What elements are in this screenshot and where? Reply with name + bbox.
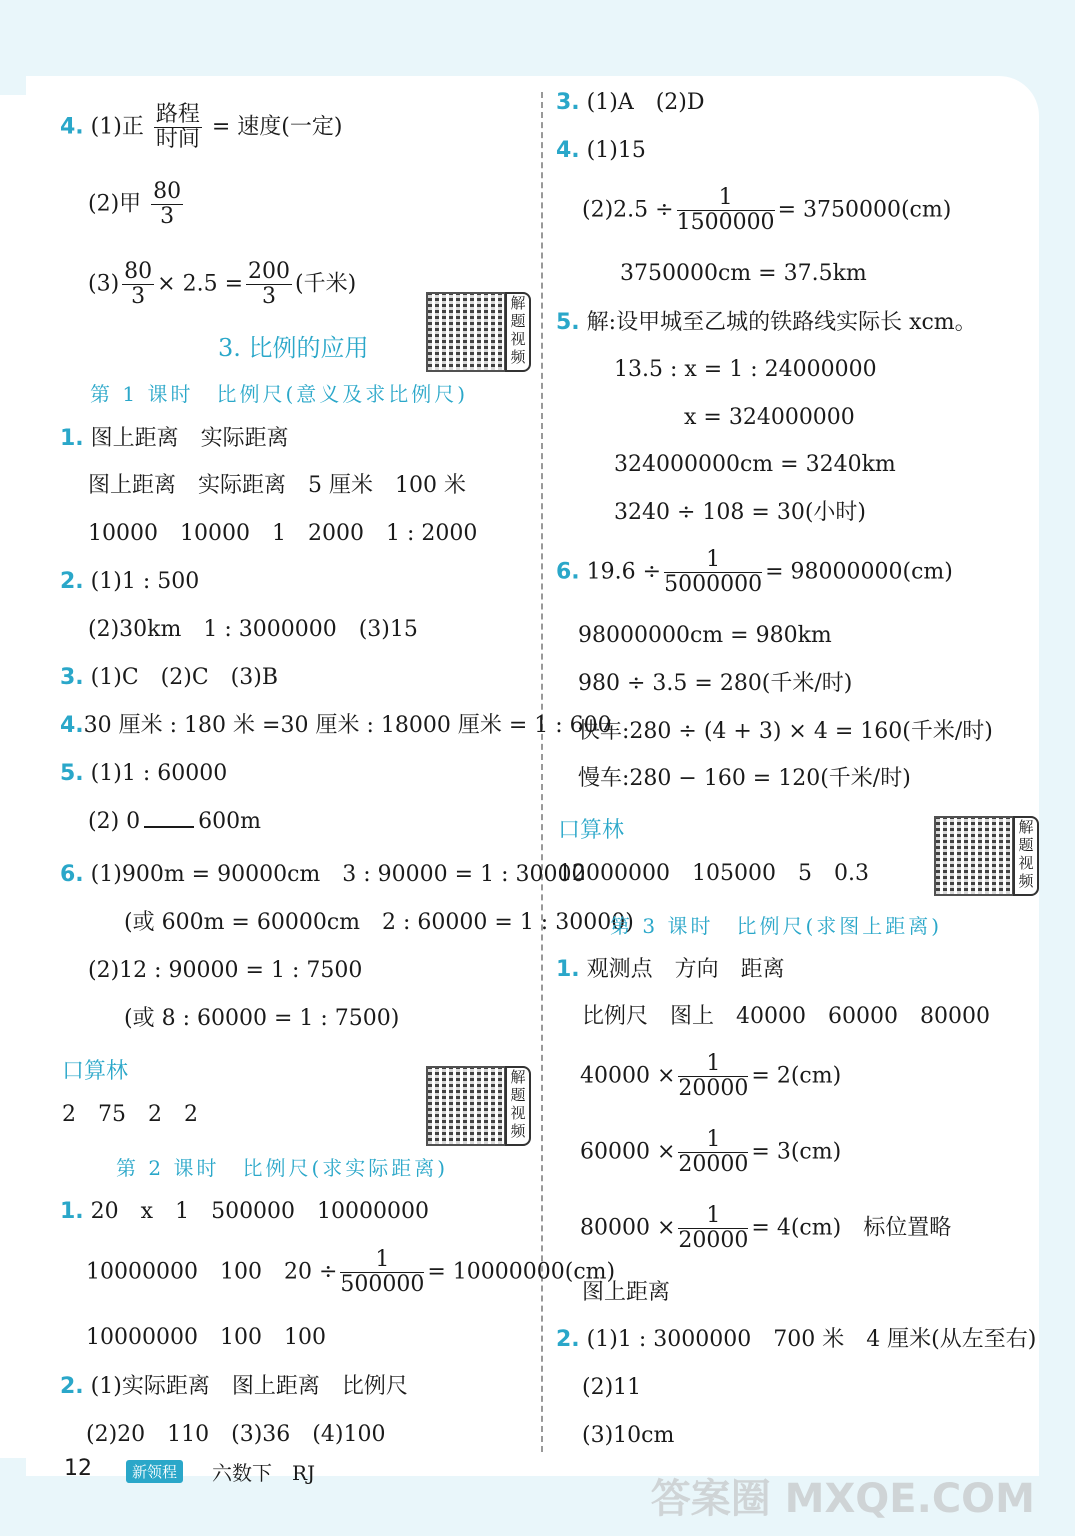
question-number: 1. — [556, 957, 580, 982]
r-l3-q1-line2: 比例尺 图上 40000 60000 80000 — [582, 1004, 990, 1029]
fraction — [678, 1204, 748, 1253]
scale-bar — [144, 812, 194, 828]
text: 40000 × — [580, 1063, 676, 1089]
fraction — [154, 103, 202, 152]
r-l3-q1-line4 — [580, 1128, 841, 1177]
text: = 速度(一定) — [211, 114, 343, 140]
kousuanlin-title: 口算林 — [62, 1059, 129, 1084]
r-l3-q1-line1 — [556, 957, 785, 983]
qr-code-video[interactable] — [934, 816, 1036, 892]
r-q6-line1 — [556, 548, 953, 597]
question-number: 1. — [60, 1199, 84, 1224]
text: (1)1 : 500 — [90, 569, 200, 594]
section-title: 3. 比例的应用 — [218, 334, 369, 362]
text: 60000 × — [580, 1139, 676, 1165]
l2-q1-line3: 10000000 100 100 — [86, 1325, 326, 1350]
text: (1)15 — [586, 138, 646, 163]
lesson-2-title: 第 2 课时 比例尺(求实际距离) — [116, 1156, 449, 1180]
question-number: 2. — [60, 569, 84, 594]
fraction — [677, 186, 775, 235]
text: (1)900m = 90000cm 3 : 90000 = 1 : 30000 — [90, 862, 586, 887]
frac-den: 20000 — [678, 1076, 749, 1101]
fraction — [151, 180, 183, 229]
kousuanlin-answers: 2 75 2 2 — [62, 1102, 198, 1127]
text: 解:设甲城至乙城的铁路线实际长 xcm。 — [586, 310, 977, 335]
text: 20 x 1 500000 10000000 — [90, 1199, 430, 1224]
r-q6-line4: 快车:280 ÷ (4 + 3) × 4 = 160(千米/时) — [578, 719, 993, 744]
frac-num: 1 — [678, 1204, 748, 1229]
question-number: 4. — [60, 114, 84, 140]
qr-code-icon — [934, 816, 1014, 896]
r-q4-line3: 3750000cm = 37.5km — [620, 261, 867, 286]
l1-q2-line1 — [60, 569, 199, 595]
frac-num: 1 — [340, 1248, 424, 1273]
text: 600m — [198, 809, 262, 834]
question-number: 4. — [556, 138, 580, 163]
r-q4-line1 — [556, 138, 646, 164]
l1-q5-line1 — [60, 761, 227, 787]
brand-badge: 新领程 — [126, 1460, 183, 1483]
q4-part2 — [88, 180, 186, 229]
l1-q6-line2: (或 600m = 60000cm 2 : 60000 = 1 : 30000) — [124, 910, 634, 935]
l1-q6-line1 — [60, 862, 585, 888]
r-l3-q1-line6: 图上距离 — [582, 1280, 671, 1305]
l2-q2-line1 — [60, 1374, 408, 1400]
fraction — [678, 1128, 748, 1177]
page-number: 12 — [64, 1456, 92, 1481]
text: (1)1 : 3000000 700 米 4 厘米(从左至右) — [586, 1327, 1037, 1352]
l2-q2-line2: (2)20 110 (3)36 (4)100 — [86, 1422, 386, 1447]
text: 10000000 100 20 ÷ — [86, 1259, 338, 1285]
fraction — [678, 1052, 748, 1101]
frac-den: 5000000 — [664, 572, 763, 597]
text: 19.6 ÷ — [586, 559, 662, 585]
text: 80000 × — [580, 1215, 676, 1241]
text: = 3(cm) — [751, 1139, 842, 1165]
kousuanlin-title: 口算林 — [558, 818, 625, 843]
text: 30 厘米 : 180 米 =30 厘米 : 18000 厘米 = 1 : 600 — [83, 713, 612, 738]
qr-label: 解题视频 — [505, 292, 531, 372]
r-q5-line4: 324000000cm = 3240km — [614, 452, 896, 477]
qr-label: 解题视频 — [505, 1066, 531, 1146]
question-number: 3. — [60, 665, 84, 690]
r-l3-q1-line5 — [580, 1204, 951, 1253]
l1-q1-line2: 图上距离 实际距离 5 厘米 100 米 — [88, 473, 466, 498]
frac-num: 1 — [677, 186, 775, 211]
watermark: 答案圈 MXQE.COM — [650, 1476, 1035, 1522]
qr-code-video[interactable] — [426, 1066, 528, 1142]
frac-den: 3 — [160, 204, 175, 229]
r-l3-q2-line2: (2)11 — [582, 1375, 642, 1400]
question-number: 4. — [60, 713, 84, 738]
qr-code-video[interactable] — [426, 292, 528, 368]
r-l3-q2-line1 — [556, 1327, 1036, 1353]
r-l3-q2-line3: (3)10cm — [582, 1423, 675, 1448]
question-number: 1. — [60, 426, 84, 451]
fraction — [122, 260, 154, 309]
fraction — [246, 260, 292, 309]
frac-num: 1 — [678, 1052, 748, 1077]
lesson-1-title: 第 1 课时 比例尺(意义及求比例尺) — [90, 382, 469, 406]
book-info: 六数下 RJ — [212, 1461, 316, 1485]
kousuanlin-answers: 12000000 105000 5 0.3 — [558, 861, 869, 886]
r-q5-line1 — [556, 310, 977, 336]
question-number: 2. — [556, 1327, 580, 1352]
r-q5-line3: x = 324000000 — [684, 405, 855, 430]
frac-num: 80 — [153, 179, 182, 204]
text: 图上距离 实际距离 — [90, 426, 289, 451]
text: (千米) — [295, 271, 357, 297]
q4-part3 — [88, 260, 356, 309]
text: 观测点 方向 距离 — [586, 957, 785, 982]
text: (1)A (2)D — [586, 90, 705, 115]
frac-num: 路程 — [155, 102, 200, 127]
frac-num: 80 — [124, 259, 153, 284]
text: (2)2.5 ÷ — [582, 197, 674, 223]
l1-q5-line2 — [88, 809, 261, 835]
l1-q1-line3: 10000 10000 1 2000 1 : 2000 — [88, 521, 478, 546]
r-q4-line2 — [582, 186, 951, 235]
text: = 4(cm) 标位置略 — [751, 1215, 952, 1241]
l1-q3 — [60, 665, 278, 691]
frac-den: 20000 — [678, 1152, 749, 1177]
question-number: 2. — [60, 1374, 84, 1399]
r-q5-line5: 3240 ÷ 108 = 30(小时) — [614, 500, 866, 525]
qr-code-icon — [426, 1066, 506, 1146]
l1-q1-line1 — [60, 426, 289, 452]
text: (3) — [88, 271, 120, 297]
r-l3-q1-line3 — [580, 1052, 841, 1101]
text: (1)正 — [90, 114, 144, 140]
frac-den: 3 — [131, 284, 146, 309]
lesson-3-title: 第 3 课时 比例尺(求图上距离) — [610, 914, 943, 938]
question-number: 3. — [556, 90, 580, 115]
question-number: 6. — [556, 559, 580, 585]
question-number: 5. — [556, 310, 580, 335]
text: (1)C (2)C (3)B — [90, 665, 278, 690]
r-q6-line5: 慢车:280 − 160 = 120(千米/时) — [578, 766, 911, 791]
frac-den: 时间 — [155, 127, 200, 152]
text: × 2.5 = — [157, 271, 244, 297]
fraction — [340, 1248, 424, 1297]
frac-num: 200 — [248, 259, 291, 284]
qr-code-icon — [426, 292, 506, 372]
text: = 98000000(cm) — [765, 559, 953, 585]
l2-q1-line2 — [86, 1248, 615, 1297]
fraction — [664, 548, 762, 597]
r-q6-line3: 980 ÷ 3.5 = 280(千米/时) — [578, 671, 853, 696]
l2-q1-line1 — [60, 1199, 429, 1225]
text: (2) 0 — [88, 809, 141, 834]
text: (1)1 : 60000 — [90, 761, 228, 786]
q4-part1 — [60, 103, 342, 152]
frac-den: 3 — [262, 284, 277, 309]
text: = 2(cm) — [751, 1063, 842, 1089]
r-q6-line2: 98000000cm = 980km — [578, 623, 832, 648]
l1-q2-line2: (2)30km 1 : 3000000 (3)15 — [88, 617, 418, 642]
question-number: 6. — [60, 862, 84, 887]
text: = 10000000(cm) — [427, 1259, 616, 1285]
frac-den: 1500000 — [676, 210, 775, 235]
r-q3 — [556, 90, 705, 116]
l1-q4 — [60, 713, 612, 739]
question-number: 5. — [60, 761, 84, 786]
text: (2)甲 — [88, 191, 142, 217]
l1-q6-line4: (或 8 : 60000 = 1 : 7500) — [124, 1006, 400, 1031]
l1-q6-line3: (2)12 : 90000 = 1 : 7500 — [88, 958, 363, 983]
qr-label: 解题视频 — [1013, 816, 1039, 896]
frac-num: 1 — [664, 548, 762, 573]
text: (1)实际距离 图上距离 比例尺 — [90, 1374, 408, 1399]
r-q5-line2: 13.5 : x = 1 : 24000000 — [614, 357, 877, 382]
frac-den: 20000 — [678, 1228, 749, 1253]
frac-den: 500000 — [340, 1272, 425, 1297]
text: = 3750000(cm) — [777, 197, 952, 223]
frac-num: 1 — [678, 1128, 748, 1153]
